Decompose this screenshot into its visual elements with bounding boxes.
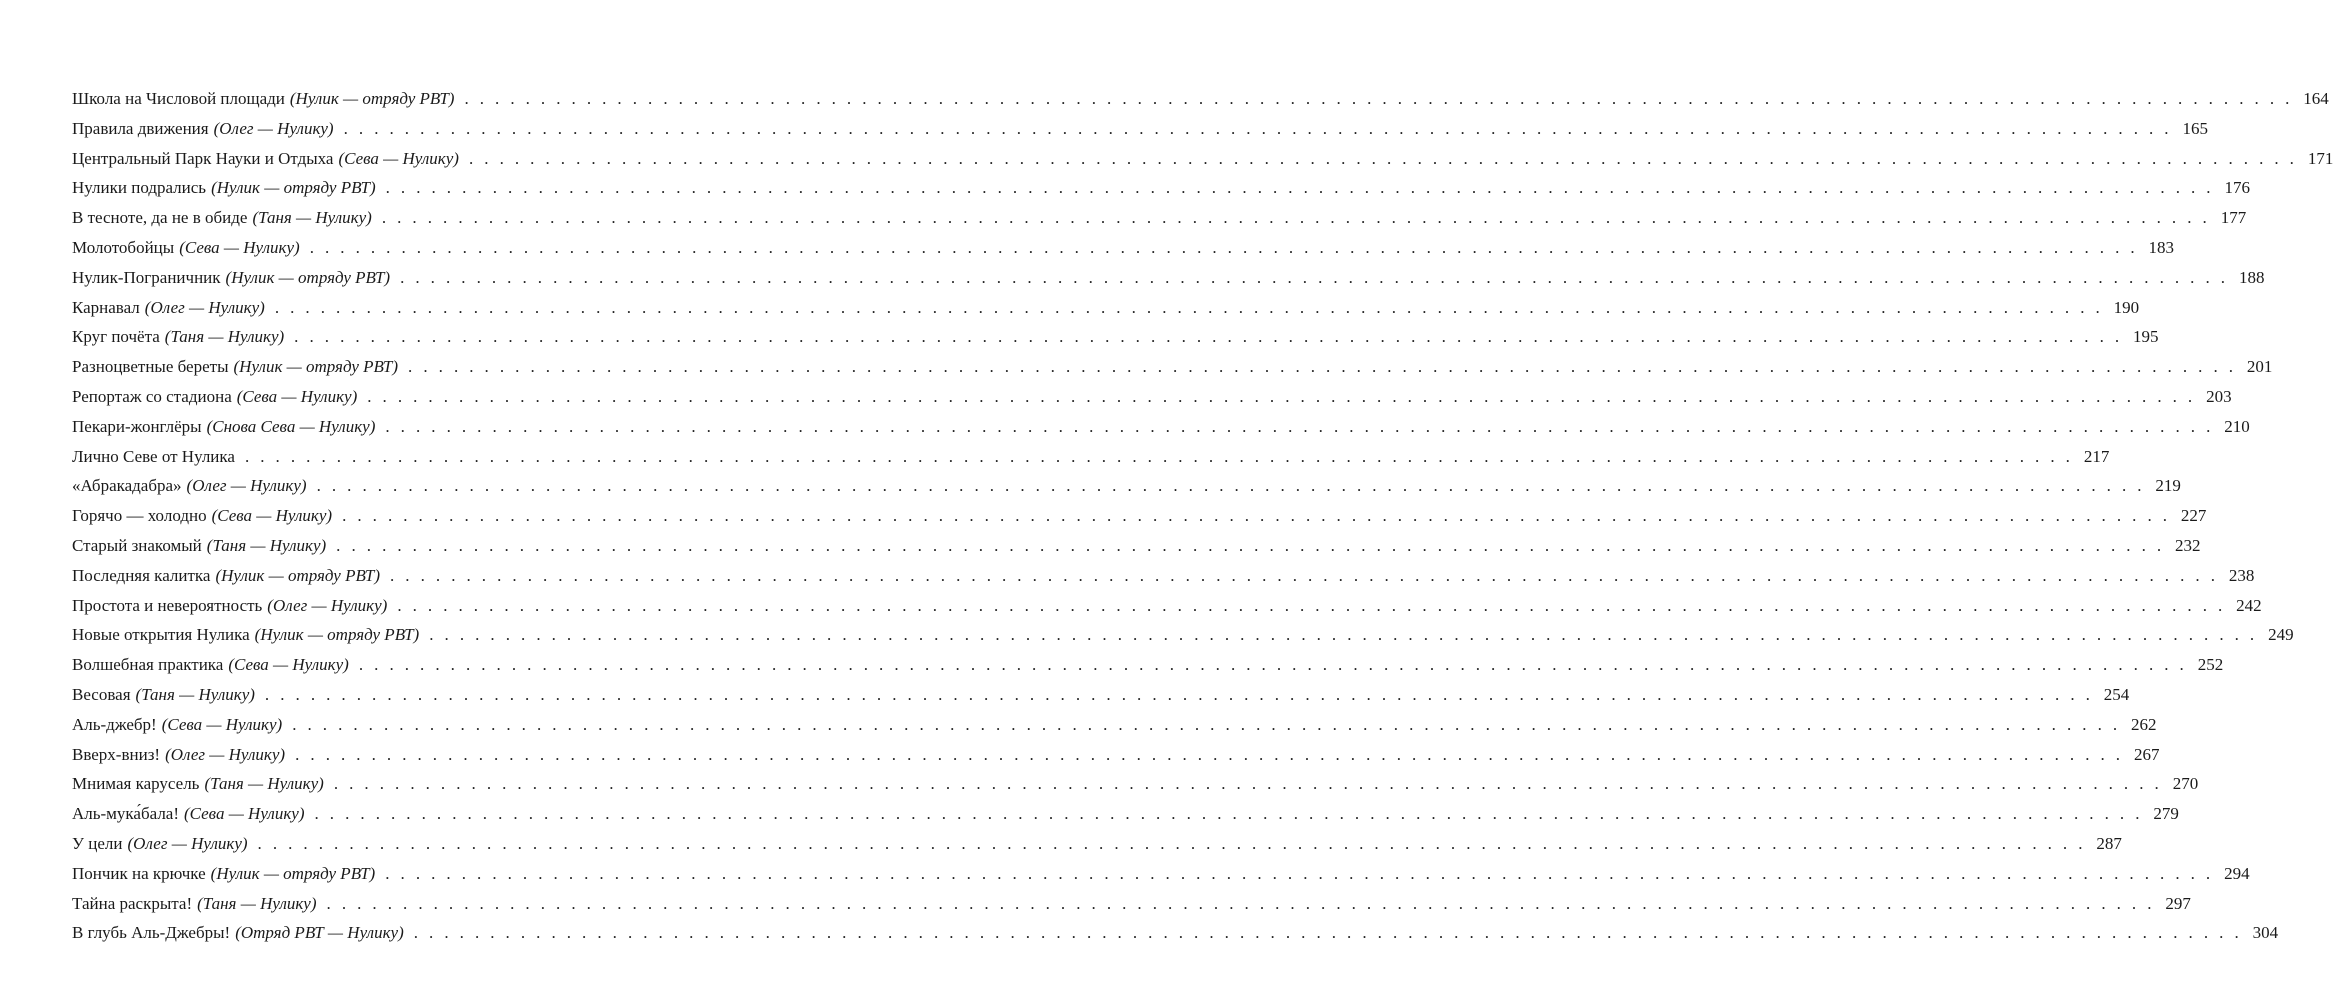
entry-page-number: 267 (2133, 744, 2160, 764)
toc-entry (72, 352, 2273, 382)
dot-leader: . . . . . . . . . . . . . . . . . . . . . . . . . . . . . . . . . . . . . . . . . . . . . . . . . . . . . . . . . . . . . . . . . . . . . . . . . . . . . . . . . . . . . . . . . . . . . . . . . . . . . . . . . . . . . . . . . . . . . . . . (274, 297, 2104, 317)
entry-title: Круг почёта (72, 327, 160, 347)
toc-entry (72, 799, 2179, 829)
toc-entry (72, 114, 2208, 144)
toc-entry (72, 382, 2232, 412)
entry-note: (Олег — Нулику) (186, 476, 307, 496)
entry-title: Молотобойцы (72, 237, 175, 257)
entry-note: (Сева — Нулику) (161, 714, 283, 734)
entry-page-number: 164 (2303, 89, 2329, 108)
entry-note: (Сева — Нулику) (184, 804, 305, 824)
entry-title: Тайна раскрыта! (72, 893, 193, 913)
entry-page-number: 217 (2083, 446, 2110, 466)
entry-note: (Олег — Нулику) (127, 833, 248, 853)
toc-entry (72, 740, 2160, 770)
entry-page-number: 254 (2103, 684, 2130, 704)
toc-entry (72, 769, 2199, 799)
dot-leader: . . . . . . . . . . . . . . . . . . . . . . . . . . . . . . . . . . . . . . . . . . . . . . . . . . . . . . . . . . . . . . . . . . . . . . . . . . . . . . . . . . . . . . . . . . . . . . . . . . . . . . . . . . . . . . . . . . . . . . . . (397, 595, 2226, 615)
dot-leader: . . . . . . . . . . . . . . . . . . . . . . . . . . . . . . . . . . . . . . . . . . . . . . . . . . . . . . . . . . . . . . . . . . . . . . . . . . . . . . . . . . . . . . . . . . . . . . . . . . . . . . . . . . . . . . . . . . . . . . . . (257, 833, 2086, 853)
dot-leader: . . . . . . . . . . . . . . . . . . . . . . . . . . . . . . . . . . . . . . . . . . . . . . . . . . . . . . . . . . . . . . . . . . . . . . . . . . . . . . . . . . . . . . . . . . . . . . . . . . . . . . . . . . . . . . . . . . . . . . . . (292, 714, 2121, 734)
entry-note: (Нулик — отряду РВТ) (225, 267, 391, 287)
dot-leader: . . . . . . . . . . . . . . . . . . . . . . . . . . . . . . . . . . . . . . . . . . . . . . . . . . . . . . . . . . . . . . . . . . . . . . . . . . . . . . . . . . . . . . . . . . . . . . . . . . . . . . . . . . . . . . . . . . . . . . . . (336, 535, 2165, 555)
entry-page-number: 219 (2155, 476, 2181, 496)
toc-entry (72, 412, 2250, 442)
entry-page-number: 287 (2096, 833, 2122, 853)
entry-title: Аль-мука́бала! (72, 804, 180, 824)
entry-title: Новые открытия Нулика (72, 625, 250, 645)
entry-note: (Нулик — отряду РВТ) (289, 89, 455, 108)
toc-entry (72, 144, 2333, 174)
toc-entry (72, 561, 2255, 591)
entry-title: Правила движения (72, 118, 209, 138)
entry-title: В тесноте, да не в обиде (72, 208, 248, 228)
toc-entry (72, 471, 2181, 501)
entry-title: В глубь Аль-Джебры! (72, 923, 231, 943)
entry-title: Лично Севе от Нулика (72, 446, 235, 466)
entry-note: (Таня — Нулику) (135, 684, 255, 704)
entry-note: (Олег — Нулику) (267, 595, 388, 615)
entry-page-number: 201 (2246, 357, 2273, 377)
toc-entry (72, 620, 2294, 650)
entry-page-number: 227 (2180, 506, 2207, 526)
entry-note: (Нулик — отряду РВТ) (210, 863, 376, 883)
dot-leader: . . . . . . . . . . . . . . . . . . . . . . . . . . . . . . . . . . . . . . . . . . . . . . . . . . . . . . . . . . . . . . . . . . . . . . . . . . . . . . . . . . . . . . . . . . . . . . . . . . . . . . . . . . . . . . . . . . . . . . . . (385, 416, 2214, 436)
entry-title: Весовая (72, 684, 131, 704)
entry-note: (Сева — Нулику) (236, 386, 358, 406)
dot-leader: . . . . . . . . . . . . . . . . . . . . . . . . . . . . . . . . . . . . . . . . . . . . . . . . . . . . . . . . . . . . . . . . . . . . . . . . . . . . . . . . . . . . . . . . . . . . . . . . . . . . . . . . . . . . . . . . . . . . . . . . (342, 506, 2171, 526)
toc-entry (72, 293, 2140, 323)
dot-leader: . . . . . . . . . . . . . . . . . . . . . . . . . . . . . . . . . . . . . . . . . . . . . . . . . . . . . . . . . . . . . . . . . . . . . . . . . . . . . . . . . . . . . . . . . . . . . . . . . . . . . . . . . . . . . . . . . . . . . . . . (295, 744, 2124, 764)
dot-leader: . . . . . . . . . . . . . . . . . . . . . . . . . . . . . . . . . . . . . . . . . . . . . . . . . . . . . . . . . . . . . . . . . . . . . . . . . . . . . . . . . . . . . . . . . . . . . . . . . . . . . . . . . . . . . . . . . . . . . . . . (343, 118, 2172, 138)
toc-entry (72, 829, 2122, 859)
dot-leader: . . . . . . . . . . . . . . . . . . . . . . . . . . . . . . . . . . . . . . . . . . . . . . . . . . . . . . . . . . . . . . . . . . . . . . . . . . . . . . . . . . . . . . . . . . . . . . . . . . . . . . . . . . . . . . . . . . . . . . . . (429, 625, 2258, 645)
entry-page-number: 171 (2307, 148, 2333, 168)
toc-entry (72, 859, 2250, 889)
entry-note: (Сева — Нулику) (338, 148, 459, 168)
toc-entry (72, 710, 2157, 740)
entry-title: Школа на Числовой площади (72, 89, 285, 108)
entry-page-number: 252 (2197, 655, 2224, 675)
entry-title: Мнимая карусель (72, 774, 200, 794)
toc-entry (72, 650, 2224, 680)
entry-note: (Сева — Нулику) (179, 237, 300, 257)
entry-title: Репортаж со стадиона (72, 386, 232, 406)
entry-title: Карнавал (72, 297, 140, 317)
entry-page-number: 190 (2113, 297, 2140, 317)
dot-leader: . . . . . . . . . . . . . . . . . . . . . . . . . . . . . . . . . . . . . . . . . . . . . . . . . . . . . . . . . . . . . . . . . . . . . . . . . . . . . . . . . . . . . . . . . . . . . . . . . . . . . . . . . . . . . . . . . . . . . . . . (316, 476, 2145, 496)
entry-note: (Олег — Нулику) (144, 297, 265, 317)
toc-entry (72, 918, 2279, 948)
toc-entry (72, 233, 2175, 263)
entry-page-number: 262 (2131, 714, 2157, 734)
toc-entry (72, 680, 2130, 710)
entry-note: (Таня — Нулику) (252, 208, 372, 228)
entry-title: Пончик на крючке (72, 863, 206, 883)
entry-page-number: 177 (2220, 208, 2247, 228)
entry-page-number: 188 (2238, 267, 2265, 287)
dot-leader: . . . . . . . . . . . . . . . . . . . . . . . . . . . . . . . . . . . . . . . . . . . . . . . . . . . . . . . . . . . . . . . . . . . . . . . . . . . . . . . . . . . . . . . . . . . . . . . . . . . . . . . . . . . . . . . . . . . . . . . . (400, 267, 2229, 287)
dot-leader: . . . . . . . . . . . . . . . . . . . . . . . . . . . . . . . . . . . . . . . . . . . . . . . . . . . . . . . . . . . . . . . . . . . . . . . . . . . . . . . . . . . . . . . . . . . . . . . . . . . . . . . . . . . . . . . . . . . . . . . . (385, 863, 2214, 883)
entry-note: (Сева — Нулику) (211, 506, 333, 526)
dot-leader: . . . . . . . . . . . . . . . . . . . . . . . . . . . . . . . . . . . . . . . . . . . . . . . . . . . . . . . . . . . . . . . . . . . . . . . . . . . . . . . . . . . . . . . . . . . . . . . . . . . . . . . . . . . . . . . . . . . . . . . . (464, 89, 2293, 108)
dot-leader: . . . . . . . . . . . . . . . . . . . . . . . . . . . . . . . . . . . . . . . . . . . . . . . . . . . . . . . . . . . . . . . . . . . . . . . . . . . . . . . . . . . . . . . . . . . . . . . . . . . . . . . . . . . . . . . . . . . . . . . . (358, 655, 2188, 675)
entry-page-number: 242 (2236, 595, 2262, 615)
toc-entry (72, 531, 2201, 561)
entry-title: Старый знакомый (72, 535, 202, 555)
entry-note: (Таня — Нулику) (164, 327, 285, 347)
dot-leader: . . . . . . . . . . . . . . . . . . . . . . . . . . . . . . . . . . . . . . . . . . . . . . . . . . . . . . . . . . . . . . . . . . . . . . . . . . . . . . . . . . . . . . . . . . . . . . . . . . . . . . . . . . . . . . . . . . . . . . . . (385, 178, 2214, 198)
entry-note: (Олег — Нулику) (165, 744, 286, 764)
entry-title: Последняя калитка (72, 565, 211, 585)
entry-page-number: 294 (2224, 863, 2250, 883)
entry-title: Простота и невероятность (72, 595, 263, 615)
dot-leader: . . . . . . . . . . . . . . . . . . . . . . . . . . . . . . . . . . . . . . . . . . . . . . . . . . . . . . . . . . . . . . . . . . . . . . . . . . . . . . . . . . . . . . . . . . . . . . . . . . . . . . . . . . . . . . . . . . . . . . . . (309, 237, 2139, 257)
entry-page-number: 249 (2268, 625, 2294, 645)
entry-title: Вверх-вниз! (72, 744, 161, 764)
dot-leader: . . . . . . . . . . . . . . . . . . . . . . . . . . . . . . . . . . . . . . . . . . . . . . . . . . . . . . . . . . . . . . . . . . . . . . . . . . . . . . . . . . . . . . . . . . . . . . . . . . . . . . . . . . . . . . . . . . . . . . . . (367, 386, 2196, 406)
entry-title: Горячо — холодно (72, 506, 207, 526)
entry-page-number: 238 (2228, 565, 2255, 585)
dot-leader: . . . . . . . . . . . . . . . . . . . . . . . . . . . . . . . . . . . . . . . . . . . . . . . . . . . . . . . . . . . . . . . . . . . . . . . . . . . . . . . . . . . . . . . . . . . . . . . . . . . . . . . . . . . . . . . . . . . . . . . . (314, 804, 2143, 824)
dot-leader: . . . . . . . . . . . . . . . . . . . . . . . . . . . . . . . . . . . . . . . . . . . . . . . . . . . . . . . . . . . . . . . . . . . . . . . . . . . . . . . . . . . . . . . . . . . . . . . . . . . . . . . . . . . . . . . . . . . . . . . . (294, 327, 2123, 347)
entry-note: (Снова Сева — Нулику) (206, 416, 376, 436)
toc-entry (72, 501, 2207, 531)
dot-leader: . . . . . . . . . . . . . . . . . . . . . . . . . . . . . . . . . . . . . . . . . . . . . . . . . . . . . . . . . . . . . . . . . . . . . . . . . . . . . . . . . . . . . . . . . . . . . . . . . . . . . . . . . . . . . . . . . . . . . . . . (381, 208, 2211, 228)
entry-title: Волшебная практика (72, 655, 224, 675)
entry-page-number: 203 (2206, 386, 2232, 406)
entry-page-number: 304 (2252, 923, 2279, 943)
entry-note: (Таня — Нулику) (206, 535, 327, 555)
entry-title: Нулик-Пограничник (72, 267, 221, 287)
entry-page-number: 176 (2224, 178, 2250, 198)
dot-leader: . . . . . . . . . . . . . . . . . . . . . . . . . . . . . . . . . . . . . . . . . . . . . . . . . . . . . . . . . . . . . . . . . . . . . . . . . . . . . . . . . . . . . . . . . . . . . . . . . . . . . . . . . . . . . . . . . . . . . . . . (468, 148, 2298, 168)
table-of-contents (72, 84, 2333, 948)
dot-leader: . . . . . . . . . . . . . . . . . . . . . . . . . . . . . . . . . . . . . . . . . . . . . . . . . . . . . . . . . . . . . . . . . . . . . . . . . . . . . . . . . . . . . . . . . . . . . . . . . . . . . . . . . . . . . . . . . . . . . . . . (390, 565, 2219, 585)
entry-note: (Нулик — отряду РВТ) (215, 565, 380, 585)
entry-page-number: 183 (2148, 237, 2175, 257)
entry-page-number: 165 (2182, 118, 2208, 138)
dot-leader: . . . . . . . . . . . . . . . . . . . . . . . . . . . . . . . . . . . . . . . . . . . . . . . . . . . . . . . . . . . . . . . . . . . . . . . . . . . . . . . . . . . . . . . . . . . . . . . . . . . . . . . . . . . . . . . . . . . . . . . . (413, 923, 2243, 943)
dot-leader: . . . . . . . . . . . . . . . . . . . . . . . . . . . . . . . . . . . . . . . . . . . . . . . . . . . . . . . . . . . . . . . . . . . . . . . . . . . . . . . . . . . . . . . . . . . . . . . . . . . . . . . . . . . . . . . . . . . . . . . . (408, 357, 2237, 377)
toc-entry (72, 203, 2247, 233)
toc-entry (72, 889, 2191, 919)
entry-title: Нулики подрались (72, 178, 207, 198)
entry-title: Аль-джебр! (72, 714, 157, 734)
entry-note: (Олег — Нулику) (213, 118, 334, 138)
entry-page-number: 232 (2175, 535, 2201, 555)
entry-title: Пекари-жонглёры (72, 416, 202, 436)
dot-leader: . . . . . . . . . . . . . . . . . . . . . . . . . . . . . . . . . . . . . . . . . . . . . . . . . . . . . . . . . . . . . . . . . . . . . . . . . . . . . . . . . . . . . . . . . . . . . . . . . . . . . . . . . . . . . . . . . . . . . . . . (244, 446, 2074, 466)
entry-page-number: 279 (2153, 804, 2179, 824)
entry-title: «Абракадабра» (72, 476, 182, 496)
entry-note: (Нулик — отряду РВТ) (254, 625, 420, 645)
entry-note: (Отряд РВТ — Нулику) (235, 923, 404, 943)
toc-entry (72, 263, 2265, 293)
entry-note: (Таня — Нулику) (204, 774, 324, 794)
entry-title: Центральный Парк Науки и Отдыха (72, 148, 334, 168)
entry-note: (Нулик — отряду РВТ) (233, 357, 399, 377)
toc-entry (72, 84, 2329, 114)
toc-entry (72, 173, 2250, 203)
toc-entry (72, 591, 2262, 621)
entry-title: У цели (72, 833, 123, 853)
entry-page-number: 195 (2133, 327, 2159, 347)
entry-page-number: 210 (2224, 416, 2250, 436)
entry-note: (Таня — Нулику) (197, 893, 317, 913)
entry-title: Разноцветные береты (72, 357, 229, 377)
dot-leader: . . . . . . . . . . . . . . . . . . . . . . . . . . . . . . . . . . . . . . . . . . . . . . . . . . . . . . . . . . . . . . . . . . . . . . . . . . . . . . . . . . . . . . . . . . . . . . . . . . . . . . . . . . . . . . . . . . . . . . . . (264, 684, 2094, 704)
dot-leader: . . . . . . . . . . . . . . . . . . . . . . . . . . . . . . . . . . . . . . . . . . . . . . . . . . . . . . . . . . . . . . . . . . . . . . . . . . . . . . . . . . . . . . . . . . . . . . . . . . . . . . . . . . . . . . . . . . . . . . . . (333, 774, 2163, 794)
entry-note: (Сева — Нулику) (228, 655, 349, 675)
entry-page-number: 270 (2172, 774, 2199, 794)
toc-entry (72, 442, 2110, 472)
toc-entry (72, 322, 2159, 352)
entry-note: (Нулик — отряду РВТ) (211, 178, 376, 198)
dot-leader: . . . . . . . . . . . . . . . . . . . . . . . . . . . . . . . . . . . . . . . . . . . . . . . . . . . . . . . . . . . . . . . . . . . . . . . . . . . . . . . . . . . . . . . . . . . . . . . . . . . . . . . . . . . . . . . . . . . . . . . . (326, 893, 2155, 913)
entry-page-number: 297 (2165, 893, 2191, 913)
